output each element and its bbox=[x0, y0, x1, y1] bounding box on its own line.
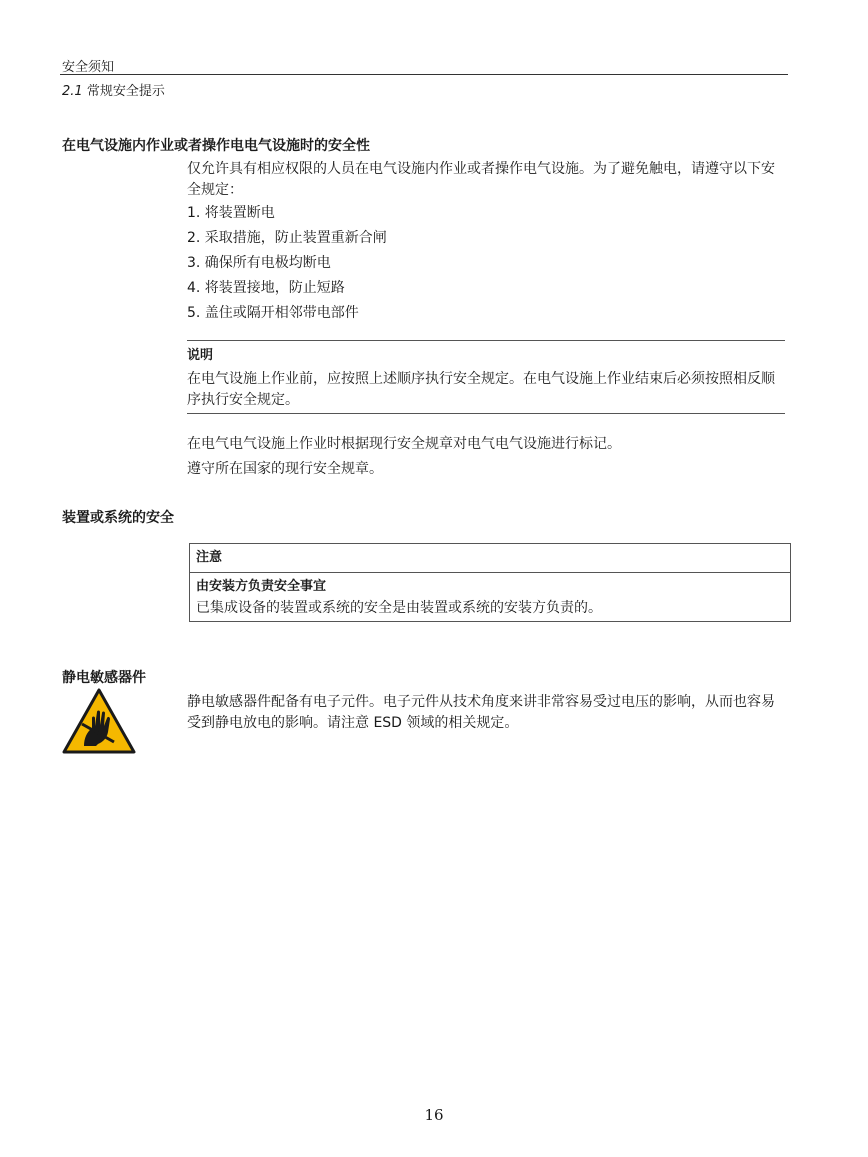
esd-title: 静电敏感器件 bbox=[62, 670, 146, 686]
section-heading bbox=[62, 80, 165, 99]
note-title: 说明 bbox=[187, 348, 214, 363]
list-item: 3. 确保所有电极均断电 bbox=[187, 255, 331, 271]
list-item: 4. 将装置接地，防止短路 bbox=[187, 280, 345, 296]
attention-label: 注意 bbox=[190, 544, 790, 573]
header-divider bbox=[60, 74, 788, 75]
page-header-title: 安全须知 bbox=[62, 60, 115, 75]
electrical-safety-intro: 仅允许具有相应权限的人员在电气设施内作业或者操作电气设施。为了避免触电，请遵守以下安全规定： bbox=[187, 161, 775, 198]
list-item: 1. 将装置断电 bbox=[187, 205, 275, 221]
section-number: 2.1 bbox=[62, 84, 83, 99]
regulations-paragraph: 遵守所在国家的现行安全规章。 bbox=[187, 461, 383, 477]
page-number: 16 bbox=[424, 1106, 444, 1124]
note-box bbox=[187, 340, 785, 414]
list-item: 5. 盖住或隔开相邻带电部件 bbox=[187, 305, 359, 321]
attention-content bbox=[190, 573, 790, 621]
marking-paragraph: 在电气电气设施上作业时根据现行安全规章对电气电气设施进行标记。 bbox=[187, 436, 621, 452]
section-heading-title: 常规安全提示 bbox=[86, 84, 165, 99]
electrical-safety-title: 在电气设施内作业或者操作电电气设施时的安全性 bbox=[62, 138, 370, 154]
note-text: 在电气设施上作业前，应按照上述顺序执行安全规定。在电气设施上作业结束后必须按照相反顺序执行安全规定。 bbox=[187, 371, 775, 408]
attention-box bbox=[189, 543, 791, 622]
attention-subtitle: 由安装方负责安全事宜 bbox=[196, 579, 327, 594]
attention-text: 已集成设备的装置或系统的安全是由装置或系统的安装方负责的。 bbox=[196, 600, 602, 616]
esd-warning-icon bbox=[62, 688, 136, 754]
list-item: 2. 采取措施，防止装置重新合闸 bbox=[187, 230, 387, 246]
system-safety-title: 装置或系统的安全 bbox=[62, 510, 174, 526]
esd-text: 静电敏感器件配备有电子元件。电子元件从技术角度来讲非常容易受过电压的影响，从而也容易受到静电放电的影响。请注意 ESD 领域的相关规定。 bbox=[187, 694, 775, 731]
safety-rules-list bbox=[187, 201, 387, 326]
